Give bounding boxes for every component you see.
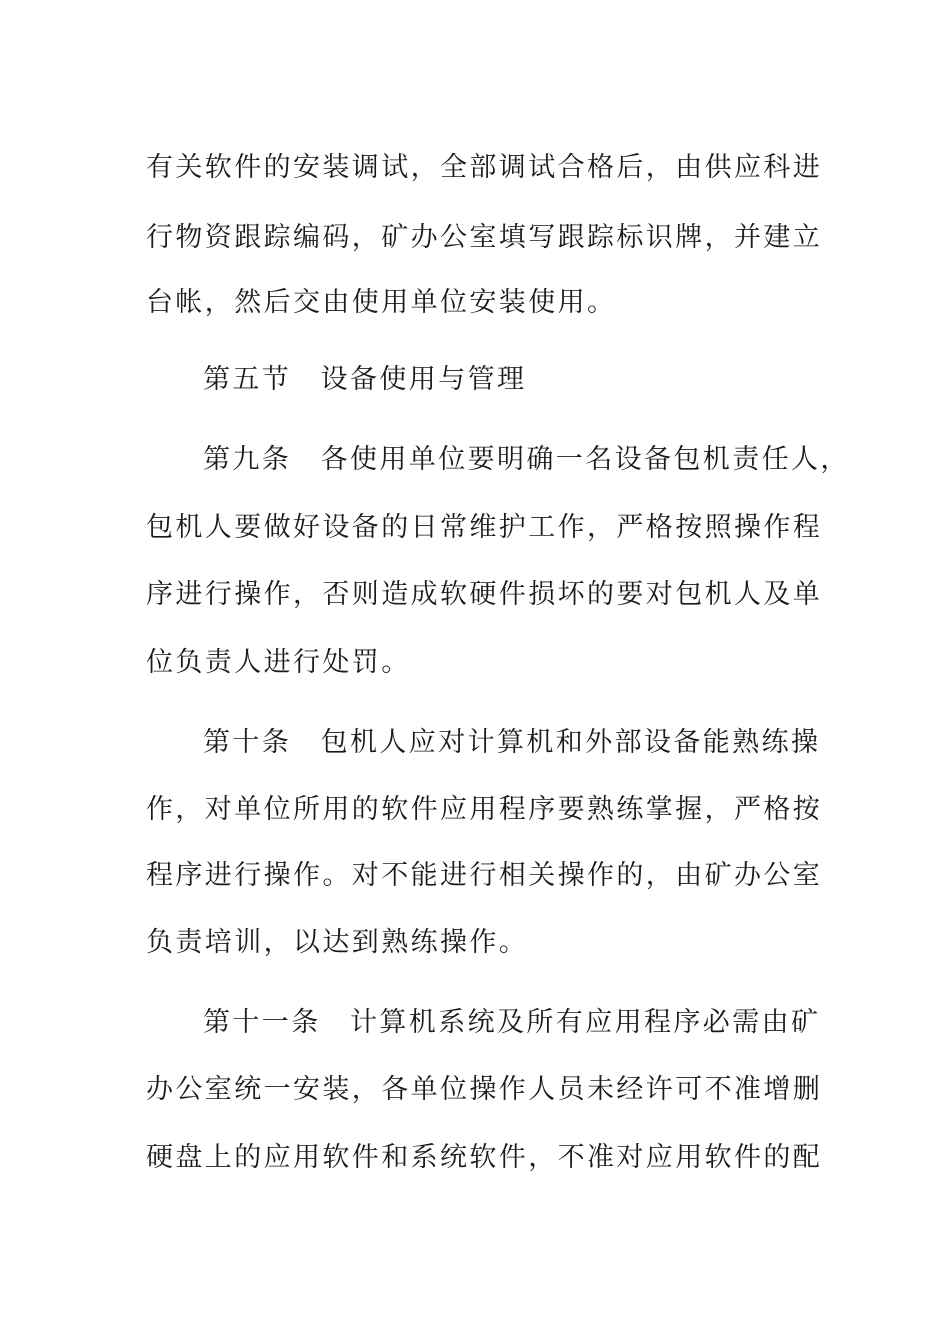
paragraph-line: 行物资跟踪编码，矿办公室填写跟踪标识牌，并建立 bbox=[146, 222, 823, 253]
article-nine-line: 第九条 各使用单位要明确一名设备包机责任人， bbox=[203, 444, 850, 475]
paragraph-line: 办公室统一安装，各单位操作人员未经许可不准增删 bbox=[146, 1074, 823, 1105]
article-eleven-line: 第十一条 计算机系统及所有应用程序必需由矿 bbox=[203, 1007, 821, 1038]
paragraph-line: 作，对单位所用的软件应用程序要熟练掌握，严格按 bbox=[146, 794, 823, 825]
section-heading: 第五节 设备使用与管理 bbox=[203, 364, 527, 395]
paragraph-line: 有关软件的安装调试，全部调试合格后，由供应科进 bbox=[146, 152, 823, 183]
paragraph-line: 台帐，然后交由使用单位安装使用。 bbox=[146, 287, 617, 318]
paragraph-line: 序进行操作，否则造成软硬件损坏的要对包机人及单 bbox=[146, 579, 823, 610]
paragraph-line: 负责培训，以达到熟练操作。 bbox=[146, 927, 529, 958]
article-ten-line: 第十条 包机人应对计算机和外部设备能熟练操 bbox=[203, 727, 821, 758]
paragraph-line: 程序进行操作。对不能进行相关操作的，由矿办公室 bbox=[146, 860, 823, 891]
paragraph-line: 位负责人进行处罚。 bbox=[146, 647, 411, 678]
paragraph-line: 硬盘上的应用软件和系统软件，不准对应用软件的配 bbox=[146, 1142, 823, 1173]
paragraph-line: 包机人要做好设备的日常维护工作，严格按照操作程 bbox=[146, 512, 823, 543]
